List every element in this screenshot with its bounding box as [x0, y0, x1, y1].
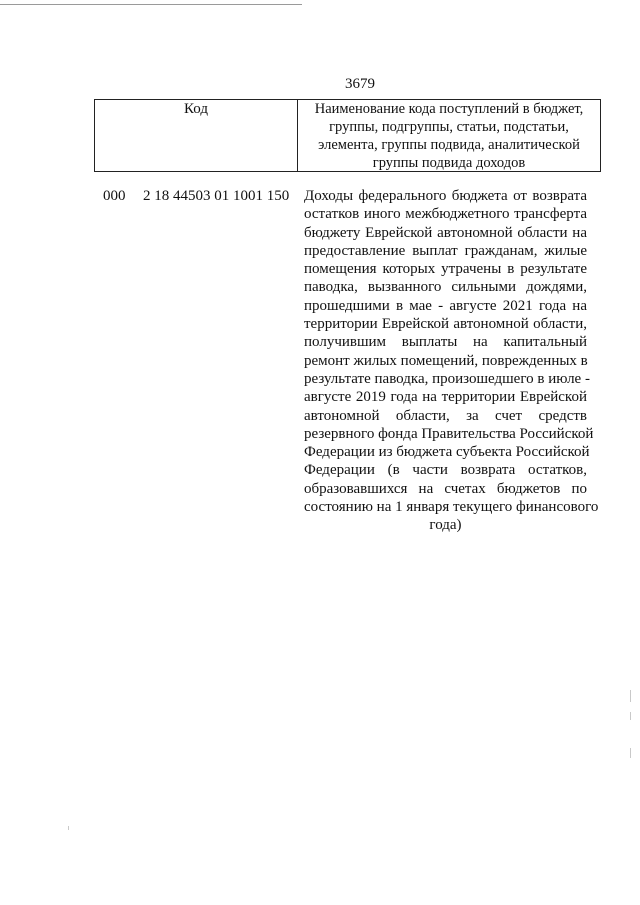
scan-top-rule: [0, 4, 302, 5]
income-name-line: состоянию на 1 января текущего финансового: [304, 499, 599, 516]
page-number: 3679: [345, 76, 375, 92]
scan-edge-mark: [68, 826, 69, 830]
income-code: 2 18 44503 01 1001 150: [143, 188, 290, 204]
income-name-line: помещения которых утрачены в результате: [304, 261, 587, 278]
income-name-line: Федерации из бюджета субъекта Российской: [304, 444, 590, 461]
income-name-line: бюджету Еврейской автономной области на: [304, 224, 587, 241]
income-name-line: предоставление выплат гражданам, жилые: [304, 242, 587, 259]
income-name: [304, 187, 599, 535]
income-name-line: территории Еврейской автономной области,: [304, 316, 587, 333]
income-name-line: остатков иного межбюджетного трансферта: [304, 206, 587, 223]
income-name-line: получившим выплаты на капитальный: [304, 334, 587, 351]
income-name-line: результате паводка, произошедшего в июле -: [304, 370, 590, 387]
admin-code: 000: [103, 188, 126, 204]
header-code-cell: Код: [95, 100, 298, 171]
income-name-line: резервного фонда Правительства Российской: [304, 425, 594, 442]
income-name-line: года): [429, 517, 462, 534]
income-name-line: ремонт жилых помещений, поврежденных в: [304, 352, 588, 369]
income-name-line: Федерации (в части возврата остатков,: [304, 462, 587, 479]
scan-edge-mark: [630, 712, 631, 720]
scan-edge-mark: [630, 748, 631, 758]
table-header: [94, 99, 601, 172]
header-name-cell: Наименование кода поступлений в бюджет, группы, подгруппы, статьи, подстатьи, элемента, группы подвида, аналитической группы подвида доходов: [314, 101, 584, 171]
income-name-line: паводка, вызванного сильными дождями,: [304, 279, 587, 296]
income-name-line: Доходы федерального бюджета от возврата: [304, 188, 587, 204]
income-name-line: образовавшихся на счетах бюджетов по: [304, 480, 587, 497]
income-name-line: прошедшими в мае - августе 2021 года на: [304, 297, 587, 314]
income-name-line: августе 2019 года на территории Еврейской: [304, 389, 587, 406]
income-name-line: автономной области, за счет средств: [304, 407, 587, 424]
scan-edge-mark: [630, 690, 631, 702]
